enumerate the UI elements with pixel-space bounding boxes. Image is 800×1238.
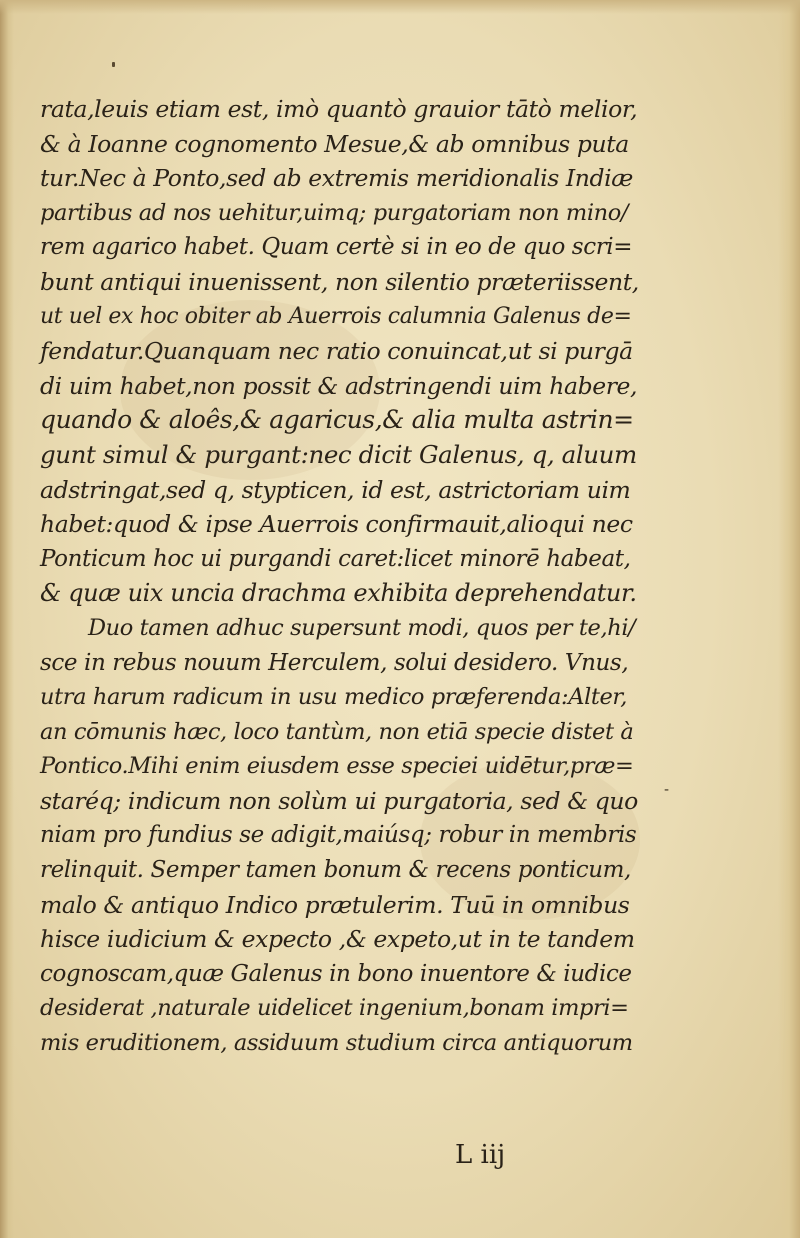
text-line: staréq; indicum non solùm ui purgatoria, sed & quo bbox=[40, 786, 638, 815]
text-line: & quæ uix uncia drachma exhibita deprehendatur. bbox=[40, 579, 637, 608]
text-line: niam pro fundius se adigit,maiúsq; robur in membris bbox=[40, 822, 637, 849]
text-line: hisce iudicium & expecto ,& expeto,ut in te tandem bbox=[40, 925, 635, 954]
text-line: cognoscam,quæ Galenus in bono inuentore & iudice bbox=[40, 960, 632, 987]
text-line: rem agarico habet. Quam certè si in eo de quo scri= bbox=[40, 234, 633, 261]
text-line: & à Ioanne cognomento Mesue,& ab omnibus puta bbox=[40, 129, 629, 158]
text-line: sce in rebus nouum Herculem, solui desidero. Vnus, bbox=[40, 649, 629, 676]
text-line: rata,leuis etiam est, imò quantò grauior tātò melior, bbox=[40, 95, 638, 123]
text-line: di uim habet,non possit & adstringendi uim habere, bbox=[40, 371, 638, 400]
text-line: mis eruditionem, assiduum studium circa antiquorum bbox=[40, 1030, 633, 1057]
margin-mark: - bbox=[664, 782, 670, 798]
paragraph-first-line: Duo tamen adhuc supersunt modi, quos per te,hi/ bbox=[88, 614, 636, 641]
text-line: bunt antiqui inuenissent, non silentio præteriissent, bbox=[40, 267, 639, 296]
text-line: tur.Nec à Ponto,sed ab extremis meridionalis Indiæ bbox=[40, 164, 633, 193]
text-line: habet:quod & ipse Auerrois confirmauit,alioqui nec bbox=[40, 510, 633, 539]
text-line: utra harum radicum in usu medico præferenda:Alter, bbox=[40, 684, 628, 711]
body-text bbox=[40, 92, 640, 1061]
page-shadow-top bbox=[0, 0, 800, 14]
page-shadow-left bbox=[0, 0, 14, 1238]
text-line: partibus ad nos uehitur,uimq; purgatoriam non mino/ bbox=[40, 199, 629, 226]
text-line: malo & antiquo Indico prætulerim. Tuū in omnibus bbox=[40, 890, 630, 919]
ink-speck bbox=[112, 62, 115, 67]
text-line: Pontico.Mihi enim eiusdem esse speciei uidētur,præ= bbox=[40, 753, 634, 780]
page-shadow-right bbox=[778, 0, 800, 1238]
text-line: ut uel ex hoc obiter ab Auerrois calumnia Galenus de= bbox=[40, 303, 632, 329]
text-line: adstringat,sed q, stypticen, id est, astrictoriam uim bbox=[40, 475, 631, 504]
text-line: an cōmunis hæc, loco tantùm, non etiā specie distet à bbox=[40, 718, 634, 745]
text-line: Ponticum hoc ui purgandi caret:licet minorē habeat, bbox=[40, 545, 631, 572]
signature-mark: L iij bbox=[455, 1140, 506, 1170]
text-line: fendatur.Quanquam nec ratio conuincat,ut si purgā bbox=[40, 337, 633, 366]
text-line: relinquit. Semper tamen bonum & recens ponticum, bbox=[40, 857, 631, 884]
text-line: gunt simul & purgant:nec dicit Galenus, q, aluum bbox=[40, 439, 637, 469]
text-line: desiderat ,naturale uidelicet ingenium,bonam impri= bbox=[40, 995, 629, 1022]
text-line: quando & aloês,& agaricus,& alia multa astrin= bbox=[40, 405, 634, 435]
